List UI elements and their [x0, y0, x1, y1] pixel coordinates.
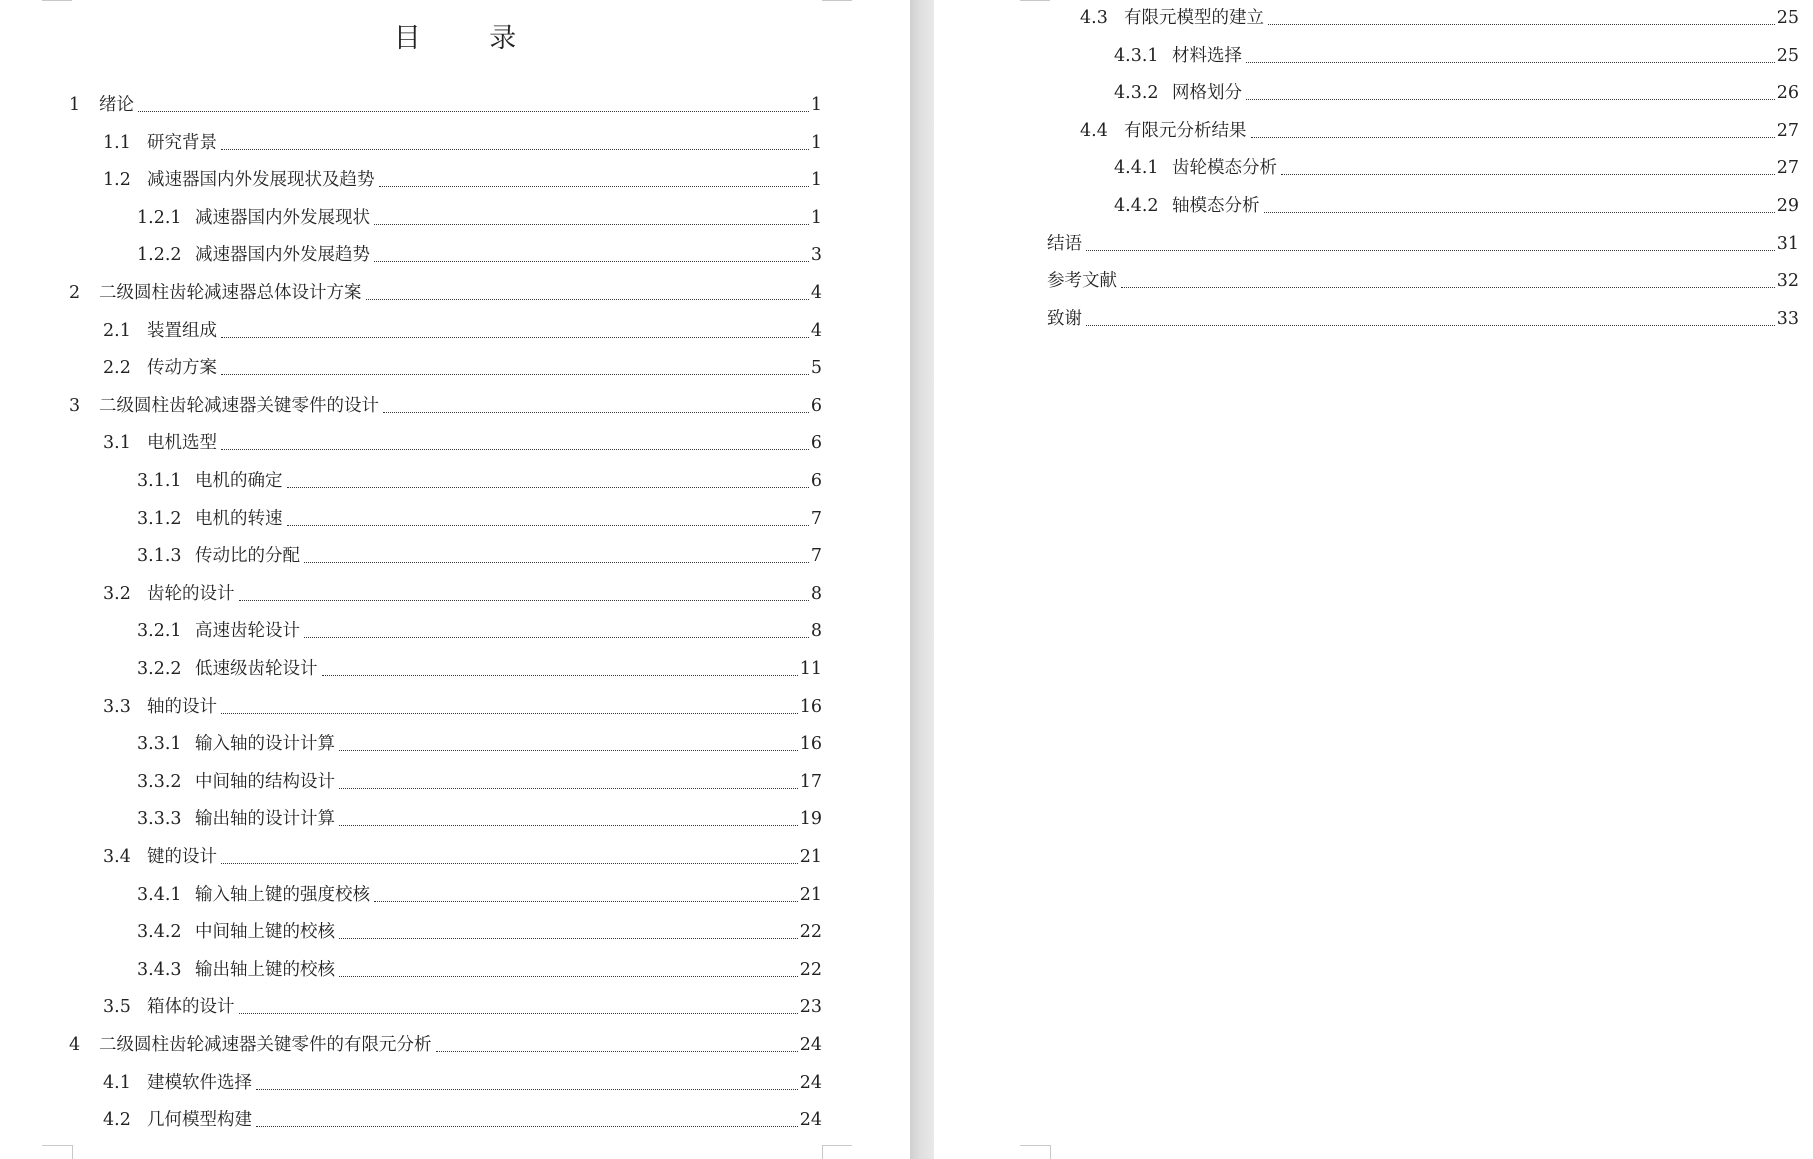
toc-dot-leader: [366, 299, 809, 300]
toc-entry[interactable]: [1080, 118, 1799, 144]
toc-entry-title: 输出轴上键的校核: [195, 959, 335, 980]
toc-entry-page: 27: [1776, 120, 1799, 141]
toc-entry[interactable]: [1114, 193, 1799, 219]
toc-entry-title: 传动比的分配: [195, 546, 300, 567]
toc-entry-number: 1: [69, 95, 81, 115]
toc-entry-number: 1.2.2: [137, 245, 182, 266]
toc-entry-page: 22: [799, 959, 822, 980]
toc-entry-number: 4.4.2: [1114, 196, 1159, 216]
toc-entry-title: 二级圆柱齿轮减速器关键零件的设计: [99, 395, 379, 416]
toc-entry-page: 24: [799, 1110, 822, 1131]
toc-entry-page: 22: [799, 922, 822, 943]
toc-dot-leader: [221, 863, 798, 864]
toc-entry-page: 8: [810, 621, 822, 642]
toc-entry-page: 6: [810, 433, 822, 454]
toc-entry[interactable]: [103, 1107, 822, 1133]
toc-entry-title: 几何模型构建: [147, 1110, 252, 1131]
toc-dot-leader: [1086, 325, 1775, 326]
toc-entry-page: 27: [1776, 158, 1799, 179]
toc-entry[interactable]: [103, 130, 822, 156]
toc-dot-leader: [322, 675, 798, 676]
toc-entry-page: 1: [810, 132, 822, 153]
toc-entry-page: 33: [1776, 308, 1799, 329]
toc-entry-title: 二级圆柱齿轮减速器总体设计方案: [99, 283, 362, 303]
toc-entry-number: 4.1: [103, 1072, 131, 1093]
toc-entry[interactable]: [137, 957, 822, 983]
toc-entry[interactable]: [1114, 80, 1799, 106]
crop-mark: [822, 0, 852, 1]
toc-entry-number: 1.2: [103, 170, 131, 191]
toc-entry-title: 装置组成: [147, 320, 217, 341]
toc-entry-number: 3.1.1: [137, 471, 182, 491]
toc-entry[interactable]: [1080, 5, 1799, 31]
toc-entry-number: 3.3.1: [137, 734, 182, 755]
toc-entry-number: 4.2: [103, 1110, 131, 1131]
toc-dot-leader: [339, 788, 798, 789]
toc-entry-title: 减速器国内外发展现状: [195, 207, 370, 228]
toc-entry[interactable]: [137, 242, 822, 268]
toc-entry-number: 3.4.2: [137, 922, 182, 943]
toc-entry-title: 中间轴上键的校核: [195, 922, 335, 943]
toc-page-right: [934, 0, 1813, 1159]
toc-entry[interactable]: [137, 506, 822, 532]
toc-entry-title: 有限元模型的建立: [1124, 8, 1264, 28]
toc-dot-leader: [374, 224, 809, 225]
toc-entry[interactable]: [103, 430, 822, 456]
toc-entry-page: 3: [810, 245, 822, 266]
toc-dot-leader: [1086, 250, 1775, 251]
toc-entry[interactable]: [137, 882, 822, 908]
toc-entry-page: 1: [810, 170, 822, 191]
toc-entry-title: 低速级齿轮设计: [195, 659, 318, 679]
toc-entry-title: 致谢: [1047, 308, 1082, 329]
toc-entry[interactable]: [103, 994, 822, 1020]
toc-entry-number: 2: [69, 283, 81, 303]
toc-entry-page: 31: [1776, 233, 1799, 254]
toc-entry[interactable]: [103, 1070, 822, 1096]
toc-dot-leader: [287, 487, 809, 488]
toc-entry[interactable]: [69, 1032, 822, 1058]
toc-dot-leader: [1246, 99, 1775, 100]
toc-entry-number: 3.4: [103, 847, 131, 867]
toc-entry-number: 4.3.1: [1114, 45, 1159, 66]
toc-entry-page: 7: [810, 546, 822, 567]
toc-entry-number: 3.1: [103, 433, 131, 454]
toc-entry-page: 26: [1776, 83, 1799, 104]
toc-entry-page: 8: [810, 583, 822, 604]
toc-entry-page: 4: [810, 283, 822, 303]
toc-entry-number: 4: [69, 1035, 81, 1055]
toc-dot-leader: [221, 337, 809, 338]
toc-entry-number: 2.1: [103, 320, 131, 341]
toc-entry[interactable]: [103, 844, 822, 870]
toc-entry-number: 3.3: [103, 696, 131, 717]
toc-dot-leader: [287, 525, 809, 526]
toc-dot-leader: [374, 261, 809, 262]
toc-dot-leader: [339, 976, 798, 977]
toc-entry-title: 箱体的设计: [147, 997, 235, 1018]
toc-entry[interactable]: [1047, 268, 1799, 294]
toc-entry[interactable]: [1114, 155, 1799, 181]
toc-entry[interactable]: [69, 280, 822, 306]
toc-dot-leader: [221, 149, 809, 150]
toc-dot-leader: [339, 750, 798, 751]
toc-entry-page: 21: [799, 884, 822, 905]
toc-entry-title: 输入轴的设计计算: [195, 734, 335, 755]
toc-dot-leader: [1246, 62, 1775, 63]
crop-mark: [1050, 1145, 1051, 1159]
toc-entry-number: 3.3.2: [137, 771, 182, 792]
toc-entry[interactable]: [137, 806, 822, 832]
toc-entry-number: 4.4: [1080, 120, 1108, 141]
toc-entry-page: 7: [810, 508, 822, 529]
toc-entry[interactable]: [103, 318, 822, 344]
toc-entry-title: 键的设计: [147, 847, 217, 867]
toc-entry-title: 输出轴的设计计算: [195, 809, 335, 830]
toc-entry-page: 4: [810, 320, 822, 341]
toc-entry-page: 23: [799, 997, 822, 1018]
toc-entry[interactable]: [103, 355, 822, 381]
toc-entry-title: 电机的转速: [195, 508, 283, 529]
toc-entry-number: 1.1: [103, 132, 131, 153]
toc-entry[interactable]: [137, 769, 822, 795]
crop-mark: [822, 1145, 852, 1146]
toc-entry[interactable]: [137, 919, 822, 945]
toc-dot-leader: [221, 374, 809, 375]
toc-entry-title: 材料选择: [1172, 45, 1242, 66]
toc-dot-leader: [256, 1089, 798, 1090]
toc-entry-number: 3.2.1: [137, 621, 182, 642]
toc-entry-number: 3: [69, 395, 81, 416]
toc-dot-leader: [383, 412, 809, 413]
toc-dot-leader: [374, 901, 798, 902]
toc-entry-title: 中间轴的结构设计: [195, 771, 335, 792]
toc-entry-title: 研究背景: [147, 132, 217, 153]
toc-dot-leader: [436, 1051, 798, 1052]
toc-dot-leader: [138, 111, 809, 112]
toc-dot-leader: [339, 938, 798, 939]
toc-entry-page: 32: [1776, 271, 1799, 292]
toc-dot-leader: [239, 1013, 798, 1014]
toc-entry[interactable]: [69, 92, 822, 118]
toc-dot-leader: [1281, 174, 1775, 175]
toc-entry[interactable]: [103, 581, 822, 607]
toc-entry-title: 绪论: [99, 95, 134, 115]
toc-dot-leader: [256, 1126, 798, 1127]
toc-entry-title: 齿轮的设计: [147, 583, 235, 604]
toc-entry-number: 3.1.2: [137, 508, 182, 529]
toc-entry-number: 2.2: [103, 358, 131, 379]
toc-entry-title: 参考文献: [1047, 271, 1117, 292]
toc-entry-page: 19: [799, 809, 822, 830]
toc-entry[interactable]: [137, 543, 822, 569]
toc-dot-leader: [1268, 24, 1775, 25]
toc-entry-page: 1: [810, 95, 822, 115]
toc-entry[interactable]: [69, 393, 822, 419]
toc-title: 目 录: [393, 23, 547, 54]
toc-entry-page: 16: [799, 734, 822, 755]
toc-entry-title: 轴的设计: [147, 696, 217, 717]
crop-mark: [1020, 0, 1050, 1]
toc-entry-page: 25: [1776, 8, 1799, 28]
toc-entry-title: 减速器国内外发展趋势: [195, 245, 370, 266]
toc-dot-leader: [1264, 212, 1775, 213]
toc-entry[interactable]: [103, 694, 822, 720]
toc-entry-page: 6: [810, 395, 822, 416]
crop-mark: [42, 0, 72, 1]
toc-entry-title: 电机选型: [147, 433, 217, 454]
crop-mark: [822, 1145, 823, 1159]
toc-dot-leader: [379, 186, 809, 187]
toc-entry-page: 21: [799, 847, 822, 867]
crop-mark: [72, 1145, 73, 1159]
toc-entry-number: 3.3.3: [137, 809, 182, 830]
toc-entry-number: 3.5: [103, 997, 131, 1018]
toc-entry-title: 齿轮模态分析: [1172, 158, 1277, 179]
toc-entry[interactable]: [103, 167, 822, 193]
toc-entry-title: 网格划分: [1172, 83, 1242, 104]
crop-mark: [1020, 1145, 1050, 1146]
toc-dot-leader: [304, 637, 809, 638]
toc-entry-title: 结语: [1047, 233, 1082, 254]
toc-entry[interactable]: [137, 656, 822, 682]
toc-entry-title: 建模软件选择: [147, 1072, 252, 1093]
toc-entry[interactable]: [137, 205, 822, 231]
toc-entry[interactable]: [1047, 231, 1799, 257]
toc-dot-leader: [1251, 137, 1775, 138]
toc-entry-title: 二级圆柱齿轮减速器关键零件的有限元分析: [99, 1035, 432, 1055]
toc-dot-leader: [339, 825, 798, 826]
toc-entry-page: 17: [799, 771, 822, 792]
toc-entry-number: 3.1.3: [137, 546, 182, 567]
toc-dot-leader: [304, 562, 809, 563]
toc-entry-page: 6: [810, 471, 822, 491]
toc-entry-number: 3.4.1: [137, 884, 182, 905]
toc-entry[interactable]: [1047, 306, 1799, 332]
toc-dot-leader: [221, 449, 809, 450]
toc-entry-number: 3.2.2: [137, 659, 182, 679]
toc-entry-page: 11: [799, 659, 822, 679]
toc-entry-number: 1.2.1: [137, 207, 182, 228]
page-gutter: [910, 0, 934, 1159]
toc-entry-title: 减速器国内外发展现状及趋势: [147, 170, 375, 191]
toc-entry-page: 29: [1776, 196, 1799, 216]
toc-entry-title: 有限元分析结果: [1124, 120, 1247, 141]
toc-entry[interactable]: [1114, 43, 1799, 69]
toc-entry-title: 高速齿轮设计: [195, 621, 300, 642]
toc-entry[interactable]: [137, 468, 822, 494]
toc-entry-title: 输入轴上键的强度校核: [195, 884, 370, 905]
toc-entry-page: 5: [810, 358, 822, 379]
toc-entry-page: 16: [799, 696, 822, 717]
toc-entry-page: 25: [1776, 45, 1799, 66]
toc-entry-number: 3.4.3: [137, 959, 182, 980]
toc-entry-number: 4.4.1: [1114, 158, 1159, 179]
toc-entry-title: 轴模态分析: [1172, 196, 1260, 216]
toc-entry-number: 3.2: [103, 583, 131, 604]
crop-mark: [42, 1145, 72, 1146]
toc-entry-number: 4.3.2: [1114, 83, 1159, 104]
toc-dot-leader: [1121, 287, 1775, 288]
toc-entry[interactable]: [137, 731, 822, 757]
toc-entry-number: 4.3: [1080, 8, 1108, 28]
toc-dot-leader: [221, 713, 798, 714]
toc-entry-page: 24: [799, 1072, 822, 1093]
toc-entry-page: 1: [810, 207, 822, 228]
toc-dot-leader: [239, 600, 809, 601]
toc-entry-page: 24: [799, 1035, 822, 1055]
toc-entry-title: 电机的确定: [195, 471, 283, 491]
toc-entry-title: 传动方案: [147, 358, 217, 379]
toc-entry[interactable]: [137, 618, 822, 644]
